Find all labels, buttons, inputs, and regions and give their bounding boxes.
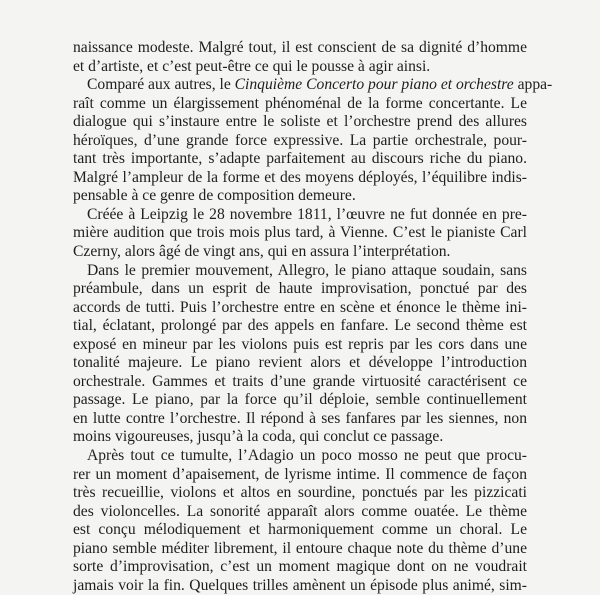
- text-line: est conçu mélodiquement et harmoniquement comme un choral. Le: [73, 521, 527, 539]
- text-line: moins vigoureuses, jusqu’à la coda, qui conclut ce passage.: [73, 428, 444, 446]
- paragraph: [73, 447, 527, 595]
- text-line: et d’artiste, et c’est peut-être ce qui le pousse à agir ainsi.: [73, 57, 431, 75]
- paragraph: [73, 76, 553, 206]
- text-line: naissance modeste. Malgré tout, il est conscient de sa dignité d’homme: [73, 39, 527, 56]
- text-line: préambule, dans un esprit de haute improvisation, ponctué par des: [73, 280, 527, 298]
- work-title: Cinquième Concerto pour piano et orchestre: [234, 76, 514, 94]
- text-line: [73, 76, 553, 95]
- paragraph: [73, 39, 527, 76]
- text-line: Czerny, alors âgé de vingt ans, qui en assura l’interprétation.: [73, 243, 451, 261]
- text-line: pensable à ce genre de composition demeure.: [73, 187, 356, 205]
- paragraph: [73, 206, 527, 262]
- text-line: héroïques, d’une grande force expressive. La partie orchestrale, pour-: [73, 131, 527, 149]
- text-line: piano semble méditer librement, il entoure chaque note du thème d’une: [73, 539, 527, 557]
- text-line: exposé en mineur par les violons puis est repris par les cors dans une: [73, 335, 527, 353]
- paragraph: [73, 262, 527, 447]
- text-line: raît comme un élargissement phénoménal de la forme concertante. Le: [73, 94, 527, 112]
- text-line: accords de tutti. Puis l’orchestre entre en scène et énonce le thème ini-: [73, 298, 527, 316]
- text-run: appa-: [513, 76, 553, 94]
- document-page: [73, 39, 553, 595]
- text-line: orchestrale. Gammes et traits d’une grande virtuosité caractérisent ce: [73, 372, 527, 390]
- text-line: passage. Le piano, par la force qu’il déploie, semble continuellement: [73, 391, 527, 409]
- text-line: dialogue qui s’instaure entre le soliste et l’orchestre prend des allures: [73, 113, 527, 131]
- text-line: jamais voir la fin. Quelques trilles amènent un épisode plus animé, sim-: [73, 576, 527, 594]
- text-line: Malgré l’ampleur de la forme et des moyens déployés, l’équilibre indis-: [73, 168, 527, 186]
- text-line: tonalité majeure. Le piano revient alors et développe l’introduction: [73, 354, 527, 372]
- text-line: rer un moment d’apaisement, de lyrisme intime. Il commence de façon: [73, 465, 527, 483]
- text-line: des violoncelles. La sonorité apparaît alors comme ouatée. Le thème: [73, 502, 527, 520]
- text-line: sorte d’improvisation, c’est un moment magique dont on ne voudrait: [73, 558, 527, 576]
- text-line: Après tout ce tumulte, l’Adagio un poco mosso ne peut que procu-: [87, 447, 527, 465]
- text-line: très recueillie, violons et altos en sourdine, ponctués par les pizzicati: [73, 484, 527, 502]
- text-line: tial, éclatant, prolongé par des appels en fanfare. Le second thème est: [73, 317, 527, 335]
- text-line: Créée à Leipzig le 28 novembre 1811, l’œuvre ne fut donnée en pre-: [87, 205, 527, 223]
- text-line: Dans le premier mouvement, Allegro, le piano attaque soudain, sans: [87, 261, 527, 279]
- text-line: tant très importante, s’adapte parfaitement au discours riche du piano.: [73, 150, 527, 168]
- text-line: en lutte contre l’orchestre. Il répond à ses fanfares par les siennes, non: [73, 409, 527, 427]
- text-run: Comparé aux autres, le: [87, 76, 235, 94]
- text-line: mière audition que trois mois plus tard, à Vienne. C’est le pianiste Carl: [73, 224, 527, 242]
